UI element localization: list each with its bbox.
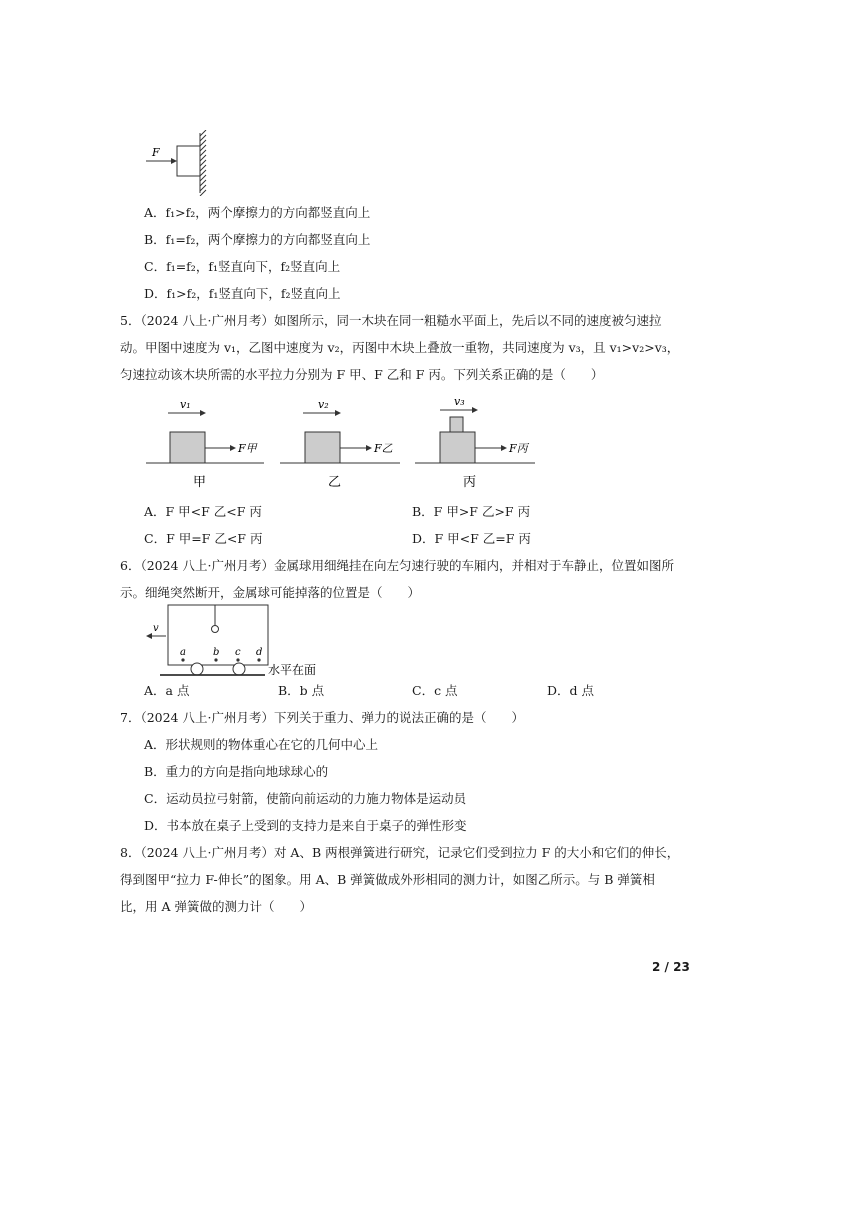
f-bing-label: F丙 bbox=[509, 442, 528, 455]
q6-stem-line1: 6．（2024 八上·广州月考）金属球用细绳挂在向左匀速行驶的车厢内，并相对于车静止，位置如图所 bbox=[120, 558, 674, 573]
v1-label: v₁ bbox=[180, 398, 191, 411]
q6-option-b[interactable]: B．b 点 bbox=[278, 683, 325, 698]
q5-figure bbox=[140, 394, 540, 490]
q5-option-b[interactable]: B．F 甲>F 乙>F 丙 bbox=[412, 504, 531, 519]
q5-option-d[interactable]: D．F 甲<F 乙=F 丙 bbox=[412, 531, 531, 546]
point-a-label: a bbox=[180, 647, 186, 658]
f-jia-label: F甲 bbox=[238, 442, 257, 455]
q6-figure bbox=[140, 603, 340, 681]
v3-label: v₃ bbox=[454, 395, 465, 408]
q6-stem-line2: 示。细绳突然断开，金属球可能掉落的位置是（ ） bbox=[120, 585, 421, 600]
caption-jia: 甲 bbox=[193, 475, 207, 490]
point-b-label: b bbox=[213, 647, 220, 658]
q7-option-c[interactable]: C．运动员拉弓射箭，使箭向前运动的力施力物体是运动员 bbox=[144, 791, 467, 806]
q6-option-a[interactable]: A．a 点 bbox=[144, 683, 190, 698]
q4-option-a[interactable]: A．f₁>f₂，两个摩擦力的方向都竖直向上 bbox=[144, 205, 371, 220]
caption-bing: 丙 bbox=[463, 475, 477, 490]
q6-option-d[interactable]: D．d 点 bbox=[547, 683, 594, 698]
q5-stem-line1: 5．（2024 八上·广州月考）如图所示，同一木块在同一粗糙水平面上，先后以不同的速度被匀速拉 bbox=[120, 313, 662, 328]
q4-option-d[interactable]: D．f₁>f₂，f₁竖直向下，f₂竖直向上 bbox=[144, 286, 341, 301]
point-c-label: c bbox=[235, 647, 241, 658]
q5-stem-line2: 动。甲图中速度为 v₁，乙图中速度为 v₂，丙图中木块上叠放一重物，共同速度为 v₃，且 v₁>v₂>v₃， bbox=[120, 340, 680, 355]
q5-option-a[interactable]: A．F 甲<F 乙<F 丙 bbox=[144, 504, 262, 519]
q7-option-a[interactable]: A．形状规则的物体重心在它的几何中心上 bbox=[144, 737, 379, 752]
caption-yi: 乙 bbox=[328, 475, 342, 490]
q7-option-b[interactable]: B．重力的方向是指向地球球心的 bbox=[144, 764, 329, 779]
q5-option-c[interactable]: C．F 甲=F 乙<F 丙 bbox=[144, 531, 263, 546]
velocity-label: v bbox=[153, 623, 159, 634]
wheel-left bbox=[191, 663, 203, 675]
ground-label: 水平在面 bbox=[268, 663, 317, 677]
metal-ball bbox=[212, 626, 219, 633]
q7-option-d[interactable]: D．书本放在桌子上受到的支持力是来自于桌子的弹性形变 bbox=[144, 818, 467, 833]
wheel-right bbox=[233, 663, 245, 675]
q8-stem-line1: 8．（2024 八上·广州月考）对 A、B 两根弹簧进行研究，记录它们受到拉力 F 的大小和它们的伸长， bbox=[120, 845, 680, 860]
q6-option-c[interactable]: C．c 点 bbox=[412, 683, 458, 698]
block bbox=[177, 146, 200, 176]
page-number: 2 / 23 bbox=[652, 960, 690, 974]
block-jia bbox=[170, 432, 205, 463]
force-label: F bbox=[152, 146, 160, 159]
block-yi bbox=[305, 432, 340, 463]
v2-label: v₂ bbox=[318, 398, 329, 411]
weight-bing bbox=[450, 417, 463, 432]
block-bing bbox=[440, 432, 475, 463]
q4-option-b[interactable]: B．f₁=f₂，两个摩擦力的方向都竖直向上 bbox=[144, 232, 371, 247]
q8-stem-line3: 比，用 A 弹簧做的测力计（ ） bbox=[120, 899, 312, 914]
f-yi-label: F乙 bbox=[374, 442, 393, 455]
q4-figure bbox=[140, 130, 220, 196]
q5-stem-line3: 匀速拉动该木块所需的水平拉力分别为 F 甲、F 乙和 F 丙。下列关系正确的是（ ） bbox=[120, 367, 604, 382]
point-d-label: d bbox=[256, 647, 263, 658]
q8-stem-line2: 得到图甲“拉力 F-伸长”的图象。用 A、B 弹簧做成外形相同的测力计，如图乙所示。与 B 弹簧相 bbox=[120, 872, 655, 887]
wall-hatch bbox=[200, 130, 206, 196]
q4-option-c[interactable]: C．f₁=f₂，f₁竖直向下，f₂竖直向上 bbox=[144, 259, 341, 274]
q7-stem: 7．（2024 八上·广州月考）下列关于重力、弹力的说法正确的是（ ） bbox=[120, 710, 524, 725]
